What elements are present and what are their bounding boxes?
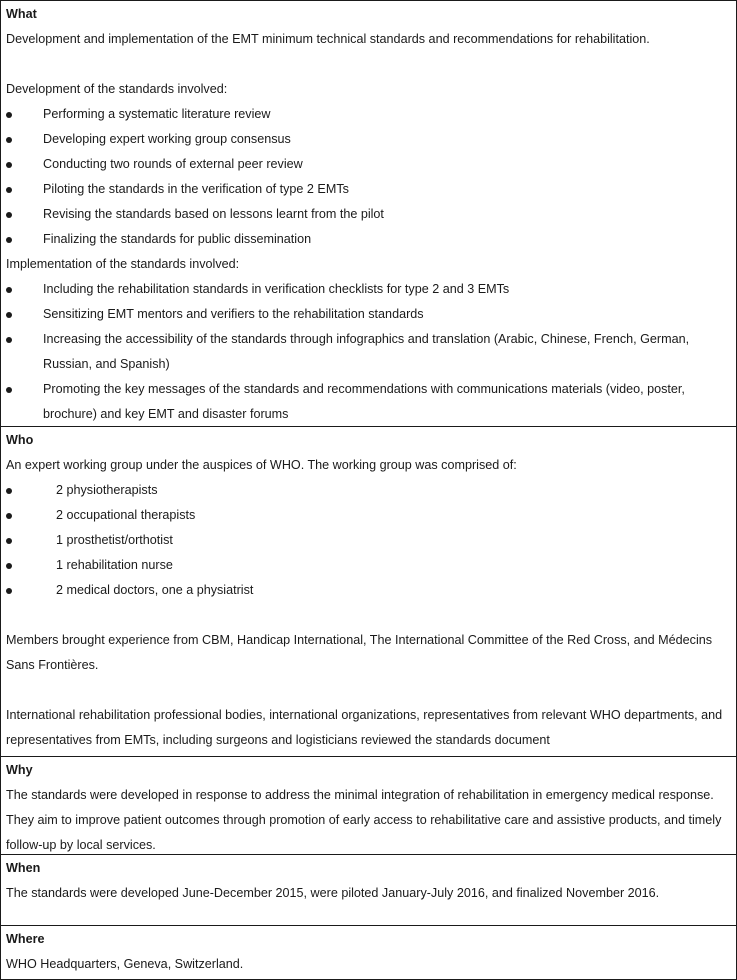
list-item: 1 rehabilitation nurse xyxy=(6,553,730,578)
list-item: Finalizing the standards for public dissemination xyxy=(6,227,730,252)
implementation-list xyxy=(6,277,730,427)
list-item: 2 physiotherapists xyxy=(6,478,730,503)
list-item: 2 medical doctors, one a physiatrist xyxy=(6,578,730,603)
section-heading-where: Where xyxy=(6,932,45,946)
section-heading-what: What xyxy=(6,7,37,21)
bullet-icon xyxy=(6,563,12,569)
list-item: Sensitizing EMT mentors and verifiers to the rehabilitation standards xyxy=(6,302,730,327)
when-text: The standards were developed June-December 2015, were piloted January-July 2016, and finalized November 2016. xyxy=(6,886,660,900)
list-item: Developing expert working group consensus xyxy=(6,127,730,152)
list-item: Including the rehabilitation standards in verification checklists for type 2 and 3 EMTs xyxy=(6,277,730,302)
who-intro: An expert working group under the auspices of WHO. The working group was comprised of: xyxy=(6,458,517,472)
implementation-label: Implementation of the standards involved: xyxy=(6,257,240,271)
who-list xyxy=(6,478,730,603)
list-item: Piloting the standards in the verification of type 2 EMTs xyxy=(6,177,730,202)
section-heading-when: When xyxy=(6,861,41,875)
list-item: Revising the standards based on lessons learnt from the pilot xyxy=(6,202,730,227)
bullet-icon xyxy=(6,237,12,243)
where-text: WHO Headquarters, Geneva, Switzerland. xyxy=(6,957,244,971)
bullet-icon xyxy=(6,538,12,544)
bullet-icon xyxy=(6,588,12,594)
section-who xyxy=(1,427,736,757)
bullet-icon xyxy=(6,488,12,494)
list-item: Conducting two rounds of external peer review xyxy=(6,152,730,177)
section-when xyxy=(1,855,736,926)
bullet-icon xyxy=(6,137,12,143)
who-reviewers: International rehabilitation professional bodies, international organizations, representatives from relevant WHO departments, and representatives from EMTs, including surgeons and logisticians reviewed the standards document xyxy=(6,708,723,747)
development-list xyxy=(6,102,730,252)
what-intro: Development and implementation of the EMT minimum technical standards and recommendations for rehabilitation. xyxy=(6,32,650,46)
development-label: Development of the standards involved: xyxy=(6,82,228,96)
list-item: Increasing the accessibility of the standards through infographics and translation (Arabic, Chinese, French, German, Russian, and Spanish) xyxy=(6,327,730,377)
who-members: Members brought experience from CBM, Handicap International, The International Committee of the Red Cross, and Médecins Sans Frontières. xyxy=(6,633,713,672)
bullet-icon xyxy=(6,337,12,343)
list-item: 1 prosthetist/orthotist xyxy=(6,528,730,553)
bullet-icon xyxy=(6,312,12,318)
section-heading-why: Why xyxy=(6,763,33,777)
bullet-icon xyxy=(6,387,12,393)
bullet-icon xyxy=(6,212,12,218)
list-item: Promoting the key messages of the standards and recommendations with communications materials (video, poster, brochure) and key EMT and disaster forums xyxy=(6,377,730,427)
bullet-icon xyxy=(6,187,12,193)
bullet-icon xyxy=(6,112,12,118)
list-item: 2 occupational therapists xyxy=(6,503,730,528)
section-what xyxy=(1,1,736,427)
bullet-icon xyxy=(6,162,12,168)
section-heading-who: Who xyxy=(6,433,34,447)
section-why xyxy=(1,757,736,855)
bullet-icon xyxy=(6,513,12,519)
bullet-icon xyxy=(6,287,12,293)
list-item: Performing a systematic literature review xyxy=(6,102,730,127)
section-where xyxy=(1,926,736,979)
why-text: The standards were developed in response to address the minimal integration of rehabilitation in emergency medical response. They aim to improve patient outcomes through promotion of early access to rehabilitative care and assistive products, and timely follow-up by local services. xyxy=(6,788,722,852)
